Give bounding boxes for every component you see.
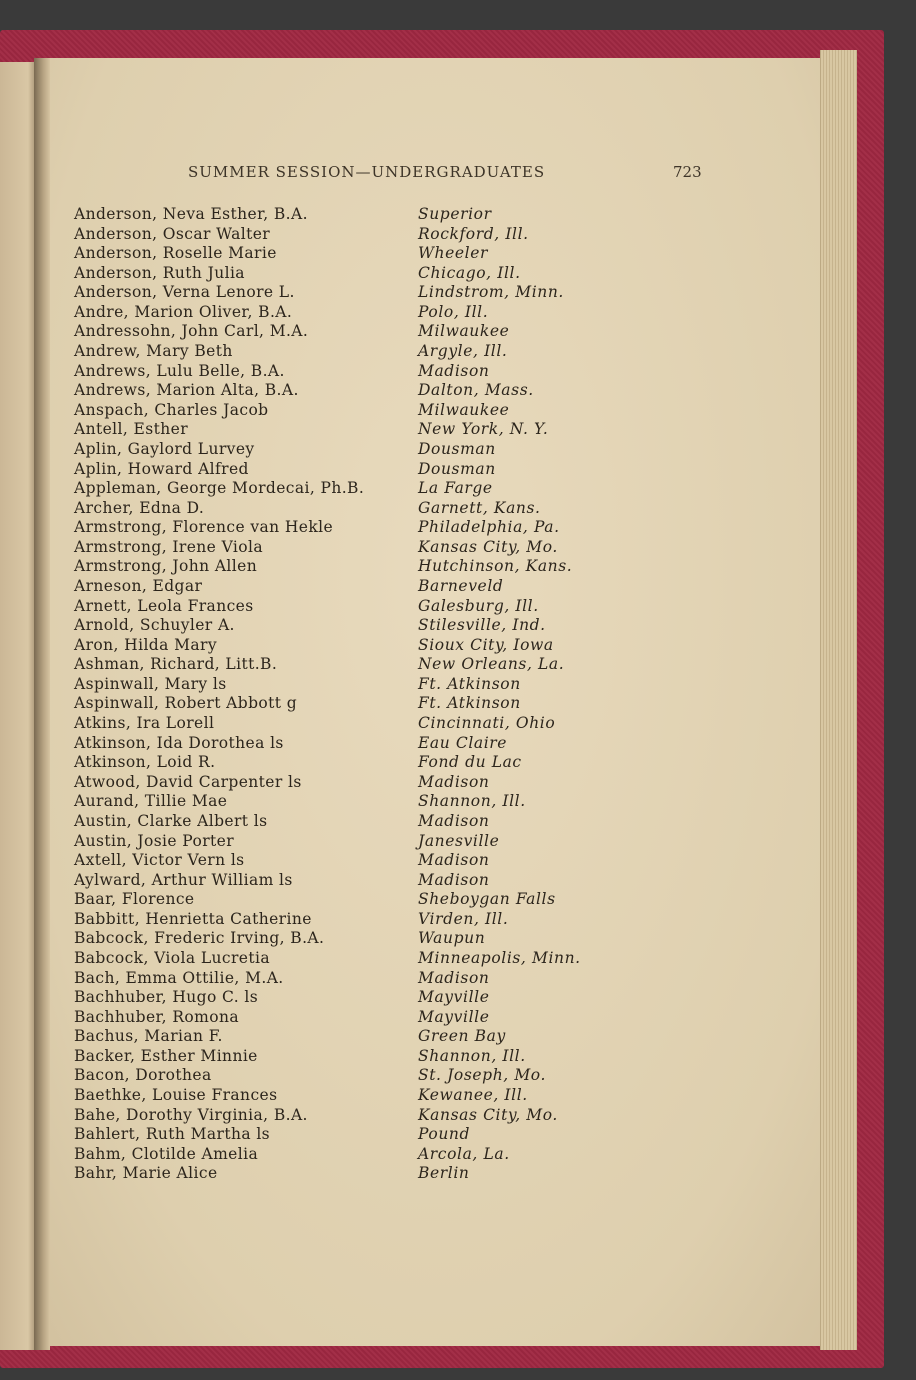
hometown: Sheboygan Falls xyxy=(418,890,556,909)
student-name: Anderson, Ruth Julia xyxy=(74,263,245,282)
student-name: Anspach, Charles Jacob xyxy=(74,400,269,419)
list-item xyxy=(74,460,634,480)
hometown: Lindstrom, Minn. xyxy=(418,283,564,302)
student-list xyxy=(74,205,634,1184)
list-item xyxy=(74,1125,634,1145)
hometown: St. Joseph, Mo. xyxy=(418,1066,546,1085)
student-name: Anderson, Verna Lenore L. xyxy=(74,283,295,302)
list-item xyxy=(74,440,634,460)
student-name: Anderson, Neva Esther, B.A. xyxy=(74,205,308,223)
hometown: Virden, Ill. xyxy=(418,909,509,928)
hometown: Dalton, Mass. xyxy=(418,381,534,400)
student-name: Andrews, Lulu Belle, B.A. xyxy=(74,361,285,380)
hometown: New Orleans, La. xyxy=(418,655,565,674)
student-name: Andrews, Marion Alta, B.A. xyxy=(74,381,299,400)
list-item xyxy=(74,577,634,597)
hometown: Dousman xyxy=(418,439,496,458)
list-item xyxy=(74,401,634,421)
student-name: Armstrong, Florence van Hekle xyxy=(74,518,334,537)
student-name: Antell, Esther xyxy=(74,420,189,439)
student-name: Andrew, Mary Beth xyxy=(74,342,233,361)
list-item xyxy=(74,283,634,303)
list-item xyxy=(74,1145,634,1165)
student-name: Atkinson, Ida Dorothea ls xyxy=(74,733,284,752)
hometown: Green Bay xyxy=(418,1027,506,1046)
list-item xyxy=(74,1047,634,1067)
list-item xyxy=(74,792,634,812)
hometown: Philadelphia, Pa. xyxy=(418,518,560,537)
hometown: Chicago, Ill. xyxy=(418,263,521,282)
hometown: Arcola, La. xyxy=(418,1144,510,1163)
list-item xyxy=(74,851,634,871)
list-item xyxy=(74,949,634,969)
hometown: Madison xyxy=(418,361,490,380)
hometown: Madison xyxy=(418,851,490,870)
hometown: Madison xyxy=(418,968,490,987)
list-item xyxy=(74,322,634,342)
student-name: Austin, Clarke Albert ls xyxy=(74,811,268,830)
student-name: Austin, Josie Porter xyxy=(74,831,235,850)
student-name: Aspinwall, Mary ls xyxy=(74,674,227,693)
list-item xyxy=(74,225,634,245)
student-name: Bach, Emma Ottilie, M.A. xyxy=(74,968,284,987)
student-name: Bachhuber, Romona xyxy=(74,1007,239,1026)
student-name: Armstrong, John Allen xyxy=(74,557,258,576)
student-name: Atkins, Ira Lorell xyxy=(74,714,215,733)
list-item xyxy=(74,988,634,1008)
list-item xyxy=(74,1027,634,1047)
student-name: Andressohn, John Carl, M.A. xyxy=(74,322,309,341)
page-stack-edge xyxy=(820,50,857,1350)
hometown: Madison xyxy=(418,772,490,791)
student-name: Bachus, Marian F. xyxy=(74,1027,223,1046)
hometown: Waupun xyxy=(418,929,486,948)
list-item xyxy=(74,538,634,558)
list-item xyxy=(74,479,634,499)
student-name: Baethke, Louise Frances xyxy=(74,1086,278,1105)
hometown: Mayville xyxy=(418,1007,490,1026)
list-item xyxy=(74,1164,634,1184)
student-name: Atkinson, Loid R. xyxy=(74,753,216,772)
student-name: Aurand, Tillie Mae xyxy=(74,792,228,811)
list-item xyxy=(74,929,634,949)
hometown: Fond du Lac xyxy=(418,753,522,772)
list-item xyxy=(74,205,634,225)
hometown: Sioux City, Iowa xyxy=(418,635,554,654)
student-name: Ashman, Richard, Litt.B. xyxy=(74,655,278,674)
hometown: Cincinnati, Ohio xyxy=(418,714,556,733)
hometown: Shannon, Ill. xyxy=(418,792,526,811)
list-item xyxy=(74,499,634,519)
student-name: Bahm, Clotilde Amelia xyxy=(74,1144,259,1163)
list-item xyxy=(74,694,634,714)
list-item xyxy=(74,1106,634,1126)
page-number: 723 xyxy=(673,163,702,181)
list-item xyxy=(74,773,634,793)
hometown: Polo, Ill. xyxy=(418,302,489,321)
hometown: La Farge xyxy=(418,479,493,498)
hometown: Madison xyxy=(418,811,490,830)
student-name: Aylward, Arthur William ls xyxy=(74,870,293,889)
list-item xyxy=(74,636,634,656)
hometown: Rockford, Ill. xyxy=(418,224,529,243)
hometown: Shannon, Ill. xyxy=(418,1046,526,1065)
student-name: Bacon, Dorothea xyxy=(74,1066,212,1085)
hometown: Kansas City, Mo. xyxy=(418,537,558,556)
list-item xyxy=(74,753,634,773)
hometown: Galesburg, Ill. xyxy=(418,596,539,615)
student-name: Baar, Florence xyxy=(74,890,195,909)
student-name: Aspinwall, Robert Abbott g xyxy=(74,694,298,713)
student-name: Anderson, Roselle Marie xyxy=(74,244,277,263)
list-item xyxy=(74,342,634,362)
hometown: Dousman xyxy=(418,459,496,478)
hometown: Wheeler xyxy=(418,244,488,263)
hometown: Superior xyxy=(418,205,492,223)
student-name: Axtell, Victor Vern ls xyxy=(74,851,245,870)
hometown: Madison xyxy=(418,870,490,889)
list-item xyxy=(74,969,634,989)
student-name: Arnold, Schuyler A. xyxy=(74,616,235,635)
list-item xyxy=(74,303,634,323)
student-name: Aron, Hilda Mary xyxy=(74,635,217,654)
student-name: Bahr, Marie Alice xyxy=(74,1164,218,1183)
student-name: Bahlert, Ruth Martha ls xyxy=(74,1125,271,1144)
hometown: Ft. Atkinson xyxy=(418,674,521,693)
student-name: Armstrong, Irene Viola xyxy=(74,537,263,556)
hometown: Kewanee, Ill. xyxy=(418,1086,528,1105)
hometown: Garnett, Kans. xyxy=(418,498,541,517)
hometown: Pound xyxy=(418,1125,471,1144)
hometown: Argyle, Ill. xyxy=(418,342,508,361)
list-item xyxy=(74,890,634,910)
list-item xyxy=(74,734,634,754)
hometown: Kansas City, Mo. xyxy=(418,1105,558,1124)
list-item xyxy=(74,1008,634,1028)
list-item xyxy=(74,871,634,891)
list-item xyxy=(74,1086,634,1106)
hometown: Mayville xyxy=(418,988,490,1007)
hometown: Milwaukee xyxy=(418,322,510,341)
hometown: Barneveld xyxy=(418,576,504,595)
student-name: Babcock, Frederic Irving, B.A. xyxy=(74,929,325,948)
list-item xyxy=(74,812,634,832)
list-item xyxy=(74,557,634,577)
list-item xyxy=(74,244,634,264)
student-name: Babcock, Viola Lucretia xyxy=(74,948,270,967)
student-name: Bachhuber, Hugo C. ls xyxy=(74,988,259,1007)
student-name: Anderson, Oscar Walter xyxy=(74,224,271,243)
student-name: Arnett, Leola Frances xyxy=(74,596,254,615)
list-item xyxy=(74,420,634,440)
student-name: Aplin, Gaylord Lurvey xyxy=(74,439,255,458)
hometown: Berlin xyxy=(418,1164,470,1183)
list-item xyxy=(74,714,634,734)
list-item xyxy=(74,910,634,930)
list-item xyxy=(74,381,634,401)
running-head: SUMMER SESSION—UNDERGRADUATES xyxy=(188,163,546,181)
list-item xyxy=(74,675,634,695)
hometown: Milwaukee xyxy=(418,400,510,419)
list-item xyxy=(74,655,634,675)
page-gutter xyxy=(34,58,50,1350)
hometown: Janesville xyxy=(418,831,500,850)
list-item xyxy=(74,832,634,852)
student-name: Archer, Edna D. xyxy=(74,498,205,517)
student-name: Arneson, Edgar xyxy=(74,576,203,595)
list-item xyxy=(74,1066,634,1086)
student-name: Appleman, George Mordecai, Ph.B. xyxy=(74,479,365,498)
student-name: Babbitt, Henrietta Catherine xyxy=(74,909,312,928)
student-name: Bahe, Dorothy Virginia, B.A. xyxy=(74,1105,308,1124)
hometown: Minneapolis, Minn. xyxy=(418,948,581,967)
list-item xyxy=(74,362,634,382)
list-item xyxy=(74,264,634,284)
hometown: New York, N. Y. xyxy=(418,420,549,439)
student-name: Atwood, David Carpenter ls xyxy=(74,772,302,791)
list-item xyxy=(74,597,634,617)
list-item xyxy=(74,518,634,538)
hometown: Ft. Atkinson xyxy=(418,694,521,713)
hometown: Hutchinson, Kans. xyxy=(418,557,573,576)
list-item xyxy=(74,616,634,636)
hometown: Stilesville, Ind. xyxy=(418,616,546,635)
student-name: Andre, Marion Oliver, B.A. xyxy=(74,302,293,321)
hometown: Eau Claire xyxy=(418,733,508,752)
student-name: Aplin, Howard Alfred xyxy=(74,459,249,478)
student-name: Backer, Esther Minnie xyxy=(74,1046,258,1065)
